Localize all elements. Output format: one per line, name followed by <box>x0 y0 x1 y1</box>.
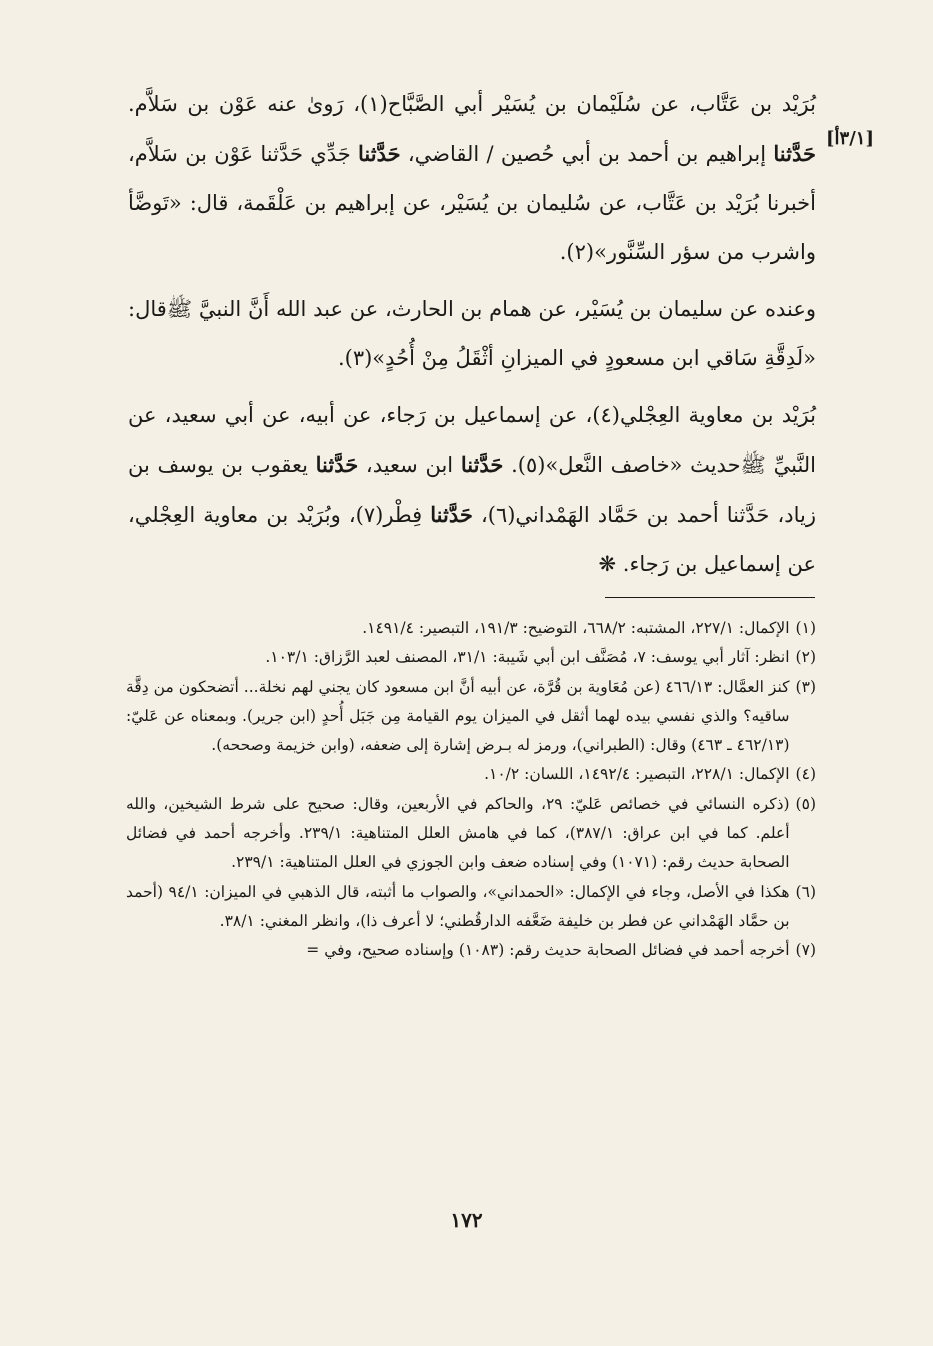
text-segment: يعقوب بن يوسف بن زياد، حَدَّثنا أحمد بن حَمَّاد الهَمْداني(٦)، <box>128 453 816 527</box>
footnote-number: (٣) <box>795 677 816 696</box>
text-segment: جَدِّي حَدَّثنا عَوْن بن سَلاَّم، أخبرنا بُرَيْد بن عَتَّاب، عن سُليمان بن يُسَيْر، عن إبراهيم بن عَلْقَمة، قال: «تَوضَّأ واشرب من سؤر السِّنَّور»(٢). <box>128 142 816 264</box>
footnote <box>126 878 816 937</box>
footnote-separator <box>605 597 815 598</box>
text-segment-bold: حَدَّثنا <box>357 141 401 166</box>
footnote-text: أخرجه أحمد في فضائل الصحابة حديث رقم: (١٠٨٣) وإسناده صحيح، وفي = <box>306 941 790 960</box>
text-segment: بُرَيْد بن معاوية العِجْلي(٤)، عن إسماعيل بن رَجاء، عن أبيه، عن أبي سعيد، عن النَّبيِّ ﷺحديث «خاصف النَّعل»(٥). <box>128 403 817 477</box>
footnote-number: (٤) <box>795 765 816 784</box>
text-segment: إبراهيم بن أحمد بن أبي حُصين / القاضي، <box>400 142 774 166</box>
footnote-number: (٢) <box>795 648 816 667</box>
footnote-text: انظر: آثار أبي يوسف: ٧، مُصَنَّف ابن أبي شَيبة: ٣١/١، المصنف لعبد الرَّزاق: ١٠٣/١. <box>265 648 790 667</box>
footnote <box>126 936 816 965</box>
paragraph-1 <box>128 80 816 277</box>
footnote <box>126 614 816 643</box>
text-segment: وعنده عن سليمان بن يُسَيْر، عن همام بن الحارث، عن عبد الله أَنَّ النبيَّ ﷺقال: «لَدِقَّةِ سَاقي ابن مسعودٍ في الميزانِ أثْقَلُ مِنْ أُحُدٍ»(٣). <box>128 297 816 370</box>
footnote-number: (٥) <box>795 794 816 813</box>
text-segment: فِطْر(٧)، وبُرَيْد بن معاوية العِجْلي، عن إسماعيل بن رَجاء. ❋ <box>128 503 816 576</box>
footnote-text: هكذا في الأصل، وجاء في الإكمال: «الحمداني»، والصواب ما أثبته، قال الذهبي في الميزان: ٩٤/١ (أحمد بن حمَّاد الهَمْداني عن فطر بن خليفة ضَعَّفه الدارقُطني؛ لا أعرف ذا)، وانظر المغني: ٣٨/١. <box>126 882 790 930</box>
text-segment-bold: حَدَّثنا <box>430 502 473 527</box>
footnote-number: (٧) <box>795 941 816 960</box>
footnote-text: كنز العمَّال: ٤٦٦/١٣ (عن مُعَاوية بن قُرَّة، عن أبيه أنَّ ابن مسعود كان يجني لهم نخلة... أتضحكون من دِقَّة ساقيه؟ والذي نفسي بيده لهما أثقل في الميزان يوم القيامة مِن جَبَل أُحدٍ (ابن جرير). وبمعناه عن عَليّ: (٤٦٢/١٣ ـ ٤٦٣) وقال: (الطبراني)، ورمز له بـرض إشارة إلى ضعفه، (وابن خزيمة وصححه). <box>126 677 790 755</box>
footnote-text: الإكمال: ٢٢٨/١، التبصير: ١٤٩٢/٤، اللسان: ١٠/٢. <box>484 765 790 784</box>
text-segment-bold: حَدَّثنا <box>315 452 359 477</box>
footnotes <box>126 614 816 966</box>
text-segment-bold: حَدَّثنا <box>460 452 504 477</box>
footnote-number: (١) <box>795 619 816 637</box>
footnote <box>126 760 816 789</box>
page-number: ١٧٢ <box>450 1208 483 1232</box>
footnote <box>126 790 816 878</box>
paragraph-3 <box>128 391 816 589</box>
footnote-number: (٦) <box>795 882 816 901</box>
text-segment: ابن سعيد، <box>358 453 461 477</box>
footnote-text: الإكمال: ٢٢٧/١، المشتبه: ٦٦٨/٢، التوضيح: ١٩١/٣، التبصير: ١٤٩١/٤. <box>362 619 790 637</box>
paragraph-2 <box>128 285 816 383</box>
text-segment-bold: حَدَّثنا <box>773 141 816 166</box>
footnote <box>126 673 816 761</box>
main-text <box>128 80 816 597</box>
footnote-text: (ذكره النسائي في خصائص عَليّ: ٢٩، والحاكم في الأربعين، وقال: صحيح على شرط الشيخين، والله أعلم. كما في ابن عراق: ٣٨٧/١)، كما في هامش العلل المتناهية: ٢٣٩/١. وأخرجه أحمد في فضائل الصحابة حديث رقم: (١٠٧١) وفي إسناده ضعف وابن الجوزي في العلل المتناهية: ٢٣٩/١. <box>126 794 790 872</box>
text-segment: بُرَيْد بن عَتَّاب، عن سُلَيْمان بن يُسَيْر أبي الصَّبَّاح(١)، رَوىٰ عنه عَوْن بن سَلاَّم. <box>128 92 816 116</box>
manuscript-folio-reference: [٣/١أ] <box>826 128 874 149</box>
footnote <box>126 643 816 672</box>
